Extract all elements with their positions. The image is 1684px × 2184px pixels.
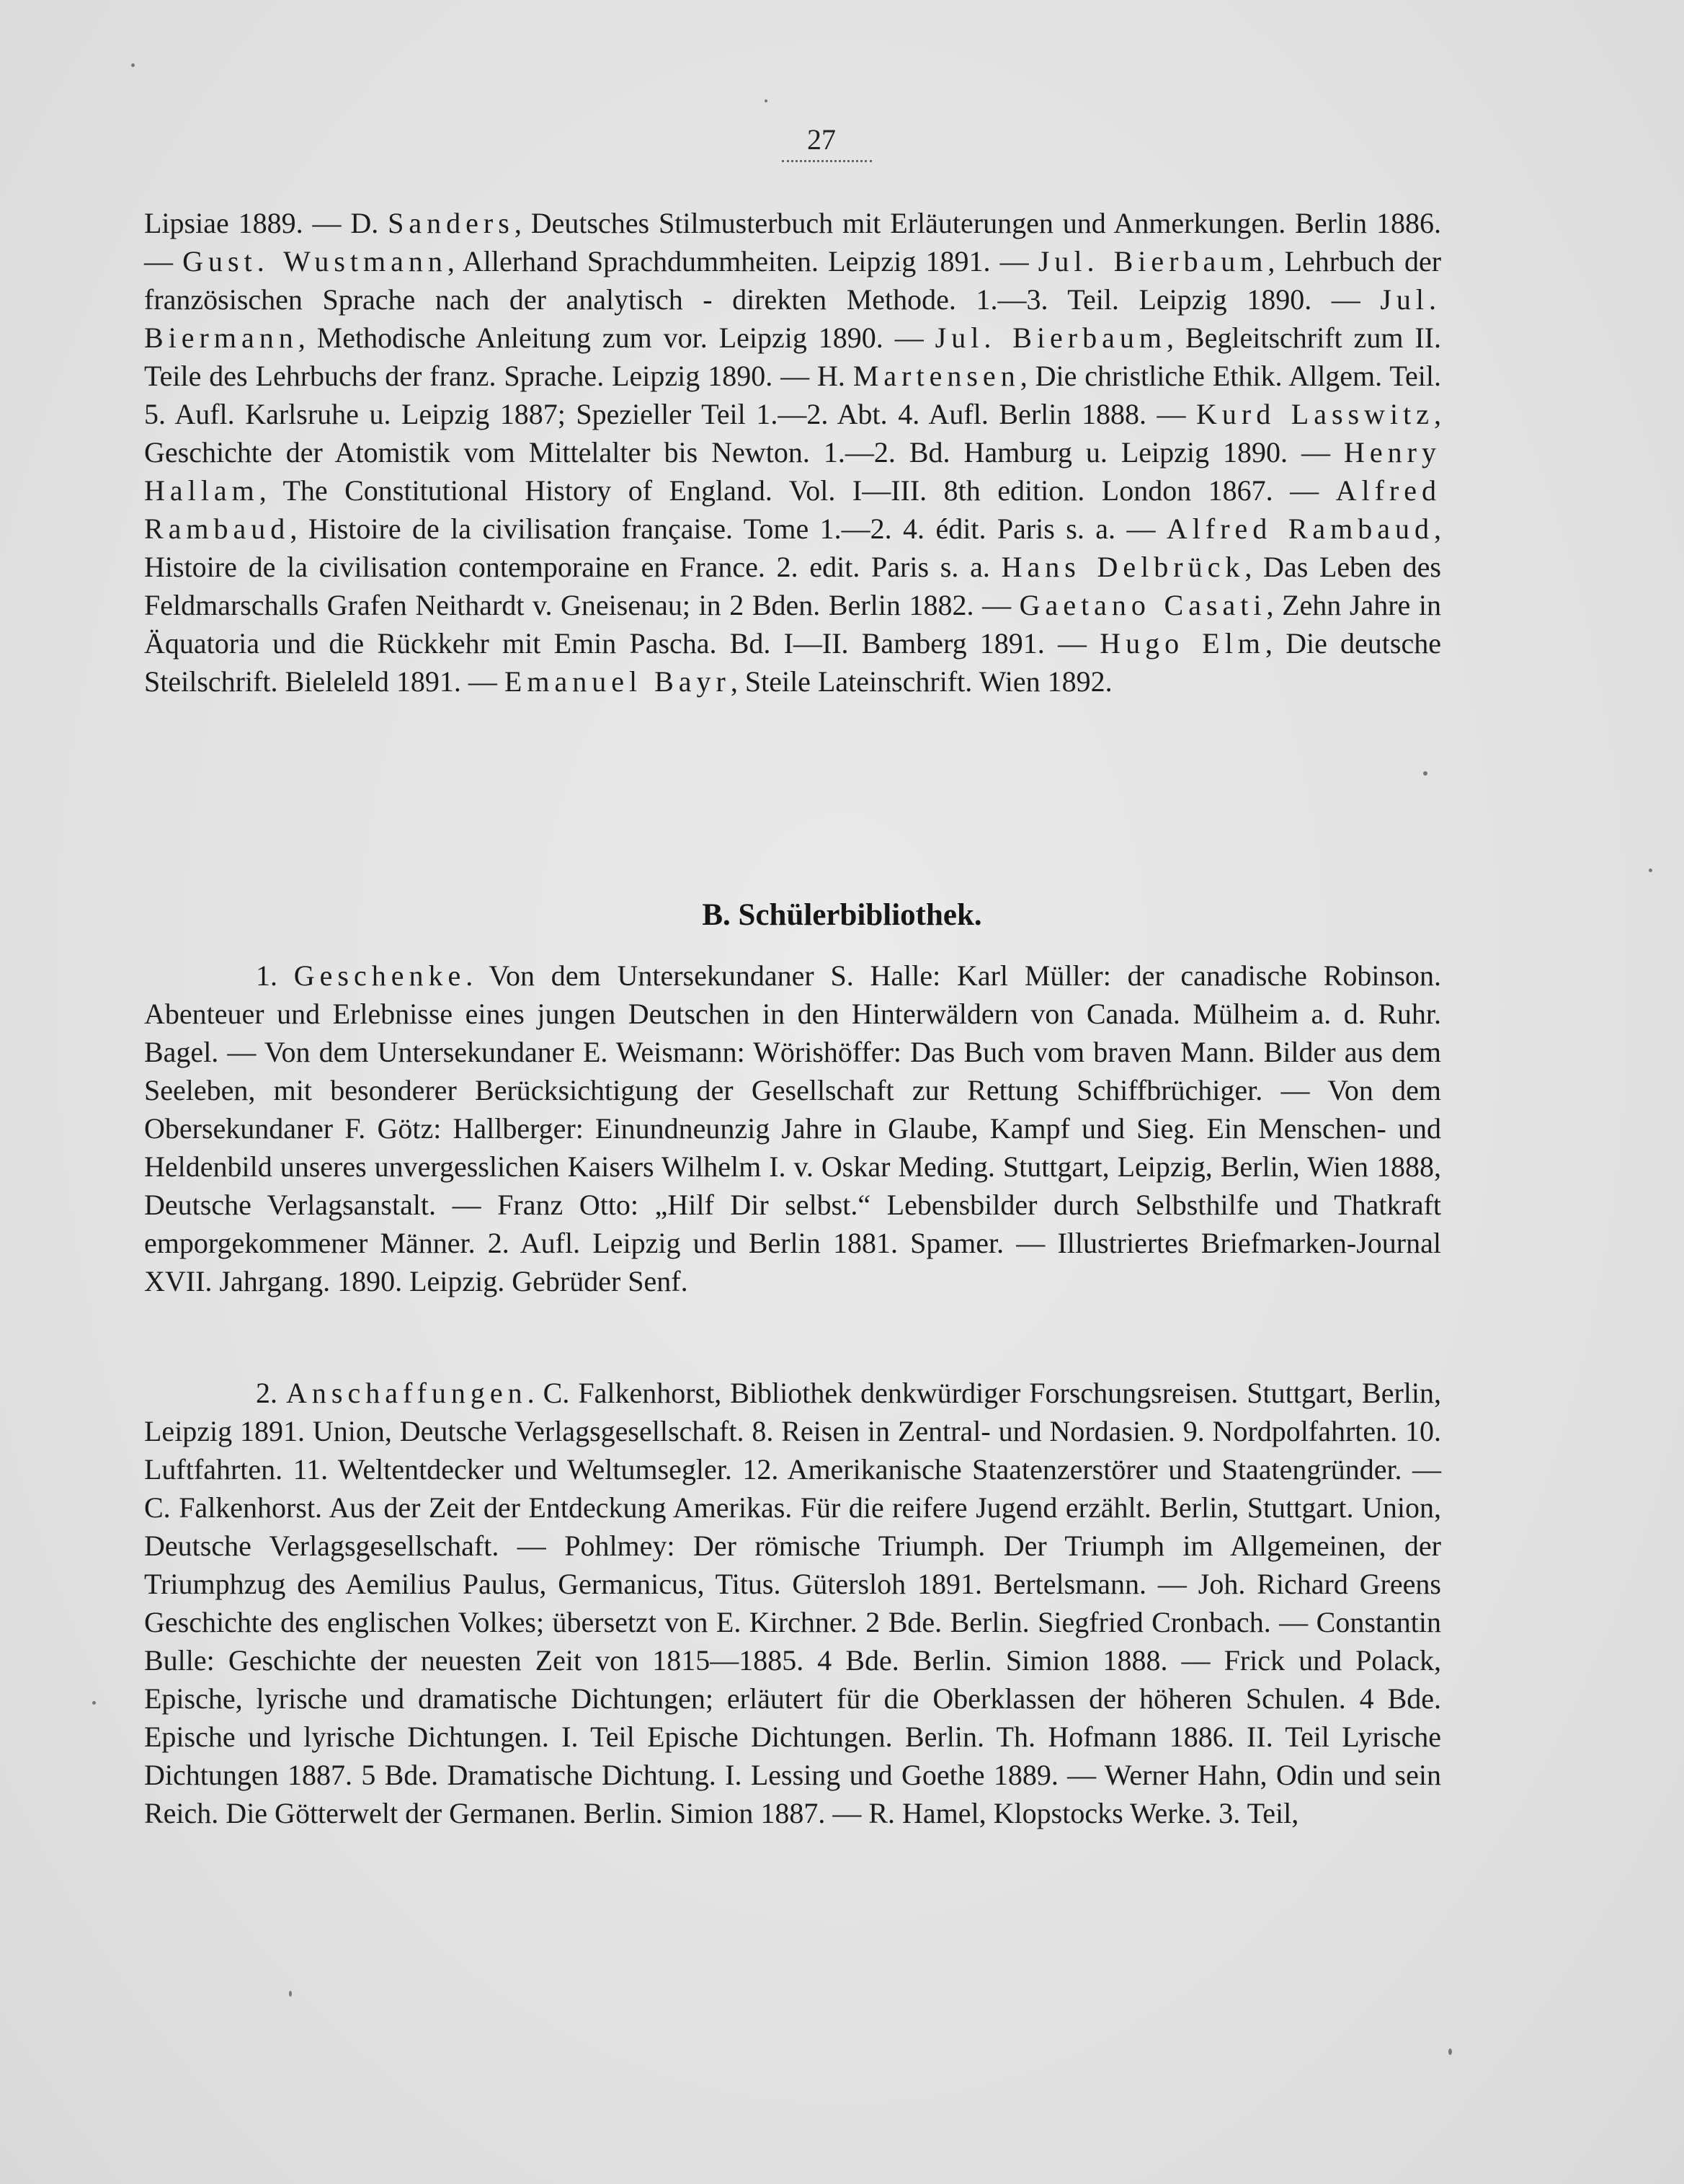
text-run: , Begleitschrift zum II. Teile des Lehrbuchs der franz. Sprache. Leipzig 1890. — H. bbox=[144, 321, 1441, 392]
spaced-name: Jul. Biermann bbox=[144, 283, 1441, 354]
scan-speck bbox=[1448, 2048, 1452, 2055]
scan-speck bbox=[289, 1991, 292, 1997]
scan-speck bbox=[92, 1701, 96, 1705]
spaced-name: Martensen bbox=[852, 360, 1020, 392]
text-run: , Methodische Anleitung zum vor. Leipzig 1890. — bbox=[298, 321, 935, 354]
text-run: . C. Falkenhorst, Bibliothek denkwürdiger Forschungsreisen. Stuttgart, Berlin, Leipzig 1891. Union, Deutsche Verlagsgesellschaft. 8. Reisen in Zentral- und Nordasien. 9. Nordpolfahrten. 10. Luftfahrten. 11. Weltentdecker und Weltumsegler. 12. Amerikanische Staatenzerstörer und Staatengründer. — C. Falkenhorst. Aus der Zeit der Entdeckung Amerikas. Für die reifere Jugend erzählt. Berlin, Stuttgart. Union, Deutsche Verlagsgesellschaft. — Pohlmey: Der römische Triumph. Der Triumph im Allgemeinen, der Triumphzug des Aemilius Paulus, Germanicus, Titus. Gütersloh 1891. Bertelsmann. — Joh. Richard Greens Geschichte des englischen Volkes; übersetzt von E. Kirchner. 2 Bde. Berlin. Siegfried Cronbach. — Constantin Bulle: Geschichte der neuesten Zeit von 1815—1885. 4 Bde. Berlin. Simion 1888. — Frick und Polack, Epische, lyrische und dramatische Dichtungen; erläutert für die Oberklassen der höheren Schulen. 4 Bde. Epische und lyrische Dichtungen. I. Teil Epische Dichtungen. Berlin. Th. Hofmann 1886. II. Teil Lyrische Dichtungen 1887. 5 Bde. Dramatische Dichtung. I. Lessing und Goethe 1889. — Werner Hahn, Odin und sein Reich. Die Götterwelt der Germanen. Berlin. Simion 1887. — R. Hamel, Klopstocks Werke. 3. Teil, bbox=[144, 1377, 1442, 1829]
text-run: , Geschichte der Atomistik vom Mittelalter bis Newton. 1.—2. Bd. Hamburg u. Leipzig 1890. — bbox=[144, 398, 1441, 469]
geschenke-section bbox=[144, 956, 1441, 1300]
spaced-name: Jul. Bierbaum bbox=[1038, 245, 1268, 278]
spaced-name: Sanders bbox=[388, 207, 514, 239]
spaced-name: Hans Delbrück bbox=[1001, 551, 1245, 583]
scan-speck bbox=[1649, 869, 1652, 872]
text-run: , Allerhand Sprachdummheiten. Leipzig 1891. — bbox=[447, 245, 1038, 278]
text-run: , Histoire de la civilisation contemporaine en France. 2. edit. Paris s. a. bbox=[144, 512, 1441, 583]
geschenke-paragraph bbox=[144, 956, 1441, 1300]
bibliography-continuation bbox=[144, 204, 1441, 701]
text-run: , Steile Lateinschrift. Wien 1892. bbox=[730, 665, 1113, 698]
spaced-name: Alfred Rambaud bbox=[144, 474, 1441, 545]
spaced-name: Geschenke bbox=[293, 959, 466, 992]
anschaffungen-section bbox=[144, 1374, 1441, 1832]
spaced-name: Emanuel Bayr bbox=[504, 665, 731, 698]
text-run: 1. bbox=[256, 959, 294, 992]
text-run: , Die deutsche Steilschrift. Bieleleld 1891. — bbox=[144, 627, 1441, 698]
bibliography-paragraph bbox=[144, 204, 1441, 701]
text-run: , Das Leben des Feldmarschalls Grafen Neithardt v. Gneisenau; in 2 Bden. Berlin 1882. — bbox=[144, 551, 1441, 621]
spaced-name: Henry Hallam bbox=[144, 436, 1441, 507]
spaced-name: Alfred Rambaud bbox=[1166, 512, 1434, 545]
text-run: , Histoire de la civilisation française. Tome 1.—2. 4. édit. Paris s. a. — bbox=[290, 512, 1167, 545]
spaced-name: Hugo Elm bbox=[1100, 627, 1265, 660]
text-run: , Zehn Jahre in Äquatoria und die Rückkehr mit Emin Pascha. Bd. I—II. Bamberg 1891. — bbox=[144, 589, 1441, 660]
text-run: , The Constitutional History of England. Vol. I—III. 8th edition. London 1867. — bbox=[259, 474, 1336, 507]
page-number-ornament bbox=[782, 160, 872, 162]
text-run: , Lehrbuch der französischen Sprache nach der analytisch - direkten Methode. 1.—3. Teil. Leipzig 1890. — bbox=[144, 245, 1442, 316]
spaced-name: Jul. Bierbaum bbox=[935, 321, 1167, 354]
anschaffungen-paragraph bbox=[144, 1374, 1441, 1832]
text-run: , Die christliche Ethik. Allgem. Teil. 5. Aufl. Karlsruhe u. Leipzig 1887; Spezieller Teil 1.—2. Abt. 4. Aufl. Berlin 1888. — bbox=[144, 360, 1441, 430]
scan-speck bbox=[131, 63, 135, 67]
spaced-name: Anschaffungen bbox=[286, 1377, 527, 1409]
spaced-name: Gaetano Casati bbox=[1019, 589, 1267, 621]
spaced-name: Gust. Wustmann bbox=[182, 245, 447, 278]
page-number: 27 bbox=[807, 123, 836, 156]
spaced-name: Kurd Lasswitz bbox=[1196, 398, 1434, 430]
section-heading: B. Schülerbibliothek. bbox=[702, 898, 982, 932]
text-run: . Von dem Untersekundaner S. Halle: Karl Müller: der canadische Robinson. Abenteuer und Erlebnisse eines jungen Deutschen in den Hinterwäldern von Canada. Mülheim a. d. Ruhr. Bagel. — Von dem Untersekundaner E. Weismann: Wörishöffer: Das Buch vom braven Mann. Bilder aus dem Seeleben, mit besonderer Berücksichtigung der Gesellschaft zur Rettung Schiffbrüchiger. — Von dem Obersekundaner F. Götz: Hallberger: Einundneunzig Jahre in Glaube, Kampf und Sieg. Ein Menschen- und Heldenbild unseres unvergesslichen Kaisers Wilhelm I. v. Oskar Meding. Stuttgart, Leipzig, Berlin, Wien 1888, Deutsche Verlagsanstalt. — Franz Otto: „Hilf Dir selbst.“ Lebensbilder durch Selbsthilfe und Thatkraft emporgekommener Männer. 2. Aufl. Leipzig und Berlin 1881. Spamer. — Illustriertes Briefmarken-Journal XVII. Jahrgang. 1890. Leipzig. Gebrüder Senf. bbox=[144, 959, 1442, 1297]
text-run: Lipsiae 1889. — D. bbox=[144, 207, 388, 239]
text-run: 2. bbox=[256, 1377, 287, 1409]
text-run: , Deutsches Stilmusterbuch mit Erläuterungen und Anmerkungen. Berlin 1886. — bbox=[144, 207, 1442, 278]
scan-speck bbox=[765, 99, 767, 102]
scan-speck bbox=[1423, 771, 1427, 776]
